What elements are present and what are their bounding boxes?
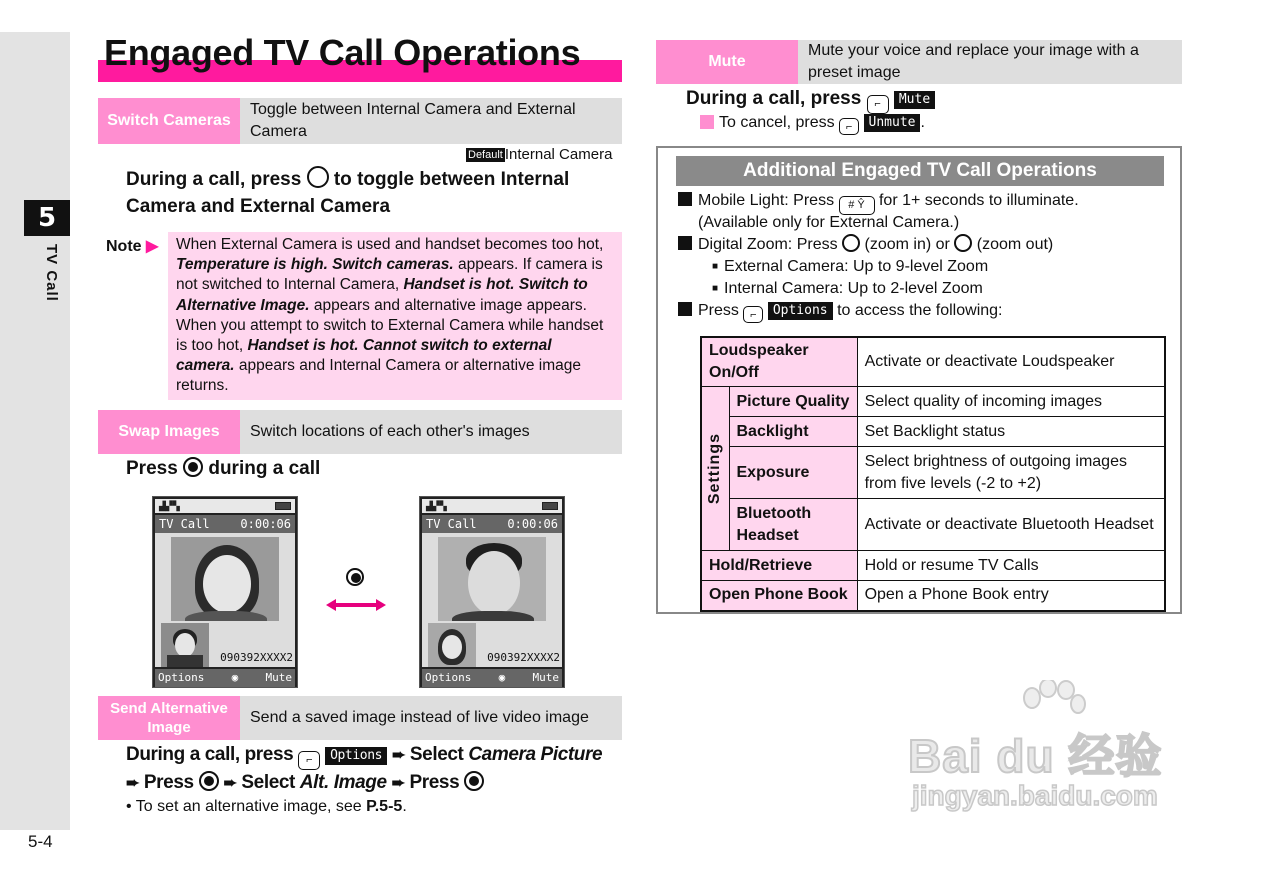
signal-icon: ▟▞▚: [426, 501, 447, 511]
softkey-left-icon: ⌐: [839, 118, 859, 135]
step-text: During a call, press: [126, 169, 302, 190]
center-key-icon: [199, 771, 219, 791]
feature-description: Send a saved image instead of live video image: [250, 708, 589, 726]
note-arrow-icon: ▶: [146, 238, 159, 255]
mobile-light-note: (Available only for External Camera.): [698, 214, 960, 231]
default-setting: [466, 146, 612, 163]
options-table: [700, 336, 1166, 612]
feature-label: Send Alternative Image: [98, 696, 240, 740]
zoom-internal: ■ Internal Camera: Up to 2-level Zoom: [712, 278, 983, 300]
phone-screen-before: [152, 496, 298, 688]
bullet-square-icon: [678, 192, 692, 206]
send-alt-image-row: [98, 696, 622, 740]
switch-cameras-step: [126, 166, 616, 220]
digital-zoom-item: Digital Zoom: Press (zoom in) or (zoom out): [678, 234, 1053, 256]
warning-message: Handset is hot. Switch to Alternative Image.: [176, 276, 588, 314]
swap-images-step: Press during a call: [126, 458, 321, 479]
status-bar: [155, 499, 295, 513]
hash-key-icon: # Ŷ: [839, 196, 875, 215]
menu-key-icon: ⌐: [743, 306, 763, 323]
video-area: [155, 533, 295, 667]
unmute-softkey: Unmute: [864, 114, 921, 132]
default-badge: Default: [468, 149, 503, 161]
signal-icon: ▟▞▚: [159, 501, 180, 511]
option-name: Loudspeaker On/Off: [701, 337, 857, 387]
page-number: 5-4: [28, 832, 53, 851]
chapter-gutter: [0, 32, 70, 830]
feature-description: Toggle between Internal Camera and External Camera: [250, 100, 576, 140]
option-desc: Open a Phone Book entry: [857, 581, 1165, 611]
center-key-icon: [346, 568, 364, 588]
select-key-icon: [307, 166, 329, 188]
watermark-url: jingyan.baidu.com: [912, 780, 1158, 811]
zoom-out-key-icon: [954, 234, 972, 252]
default-value: Internal Camera: [504, 146, 613, 163]
main-video-image: [171, 537, 279, 621]
center-key-icon: [183, 457, 203, 477]
mute-row: [656, 40, 1182, 84]
table-row: [701, 387, 1165, 417]
additional-title: Additional Engaged TV Call Operations: [676, 156, 1164, 186]
option-desc: Activate or deactivate Loudspeaker: [857, 337, 1165, 387]
warning-message: Temperature is high. Switch cameras.: [176, 256, 454, 274]
swap-images-row: [98, 410, 622, 454]
option-desc: Hold or resume TV Calls: [857, 551, 1165, 581]
softkey-left-icon: ⌐: [867, 95, 889, 114]
feature-description: Switch locations of each other's images: [250, 422, 530, 440]
option-desc: Select quality of incoming images: [857, 387, 1165, 417]
table-row: [701, 551, 1165, 581]
arrow-icon: ➨: [223, 775, 237, 792]
option-name: Backlight: [729, 417, 857, 447]
menu-key-icon: ⌐: [298, 751, 320, 770]
note-box: When External Camera is used and handset becomes too hot, Temperature is high. Switch cameras. appears. If camera is not switched to Internal Camera, Handset is hot. Switch to Alternative Image. appears and alternative image appears. When you attempt to switch to External Camera while handset is too hot, Handset is hot. Cannot switch to external camera. appears and Internal Camera or alternative image returns.: [168, 232, 622, 400]
feature-label: Mute: [656, 40, 798, 84]
bullet-square-icon: [678, 236, 692, 250]
bullet-square-icon: [678, 302, 692, 316]
option-name: Exposure: [729, 447, 857, 499]
zoom-in-key-icon: [842, 234, 860, 252]
arrow-icon: ➨: [391, 775, 405, 792]
center-key-icon: [464, 771, 484, 791]
page-title: Engaged TV Call Operations: [104, 32, 581, 73]
table-row: [701, 337, 1165, 387]
additional-operations-box: [656, 146, 1182, 614]
warning-message: Handset is hot. Cannot switch to external camera.: [176, 337, 552, 375]
table-row: [701, 417, 1165, 447]
option-desc: Select brightness of outgoing images from five levels (-2 to +2): [857, 447, 1165, 499]
feature-label: Switch Cameras: [98, 98, 240, 144]
page-reference: P.5-5: [366, 798, 403, 815]
mute-step: During a call, press ⌐ Mute: [686, 86, 935, 114]
select-key-icon: ◉: [231, 671, 239, 684]
softkey-bar: Options ◉ Mute: [422, 669, 562, 687]
zoom-external: ■ External Camera: Up to 9-level Zoom: [712, 256, 988, 278]
table-row: [701, 581, 1165, 611]
phone-screen-after: [419, 496, 565, 688]
call-header: TV Call 0:00:06: [155, 515, 295, 533]
mobile-light-item: Mobile Light: Press # Ŷ for 1+ seconds to illuminate.: [678, 190, 1079, 215]
option-desc: Set Backlight status: [857, 417, 1165, 447]
video-area: [422, 533, 562, 667]
option-desc: Activate or deactivate Bluetooth Headset: [857, 499, 1165, 551]
feature-label: Swap Images: [98, 410, 240, 454]
note-label: Note ▶: [106, 238, 159, 255]
pink-square-icon: [700, 115, 714, 129]
option-name: Open Phone Book: [701, 581, 857, 611]
swap-arrow-icon: [326, 598, 386, 612]
table-row: [701, 499, 1165, 551]
arrow-icon: ➨: [391, 747, 405, 764]
switch-cameras-row: [98, 98, 622, 144]
battery-icon: [542, 502, 558, 510]
table-row: [701, 447, 1165, 499]
chapter-number: 5: [24, 200, 70, 236]
reference-bullet: • To set an alternative image, see P.5-5.: [126, 798, 407, 815]
sub-video-image: [161, 623, 209, 667]
battery-icon: [275, 502, 291, 510]
baidu-watermark: [908, 680, 1208, 820]
chapter-title: TV Call: [43, 244, 60, 302]
arrow-icon: ➨: [126, 775, 140, 792]
option-name: Picture Quality: [729, 387, 857, 417]
options-softkey: Options: [768, 302, 833, 320]
settings-group-label: Settings: [701, 387, 729, 551]
feature-description: Mute your voice and replace your image with a preset image: [808, 41, 1139, 81]
mute-softkey: Mute: [894, 91, 935, 109]
option-name: Bluetooth Headset: [729, 499, 857, 551]
option-name: Hold/Retrieve: [701, 551, 857, 581]
send-alt-step: During a call, press ⌐ Options ➨ Select Camera Picture ➨ Press ➨ Select Alt. Image ➨ Press: [126, 744, 603, 793]
select-key-icon: ◉: [498, 671, 506, 684]
phone-number: 090392XXXX2: [220, 651, 293, 664]
options-softkey: Options: [325, 747, 387, 765]
watermark-brand: Bai du 经验: [908, 730, 1163, 782]
softkey-bar: Options ◉ Mute: [155, 669, 295, 687]
options-item: Press ⌐ Options to access the following:: [678, 300, 1002, 323]
main-video-image: [438, 537, 546, 621]
status-bar: [422, 499, 562, 513]
step-text: to toggle between Internal Camera and External Camera: [126, 169, 570, 217]
mute-cancel: To cancel, press ⌐ Unmute .: [700, 114, 925, 135]
phone-number: 090392XXXX2: [487, 651, 560, 664]
call-header: TV Call 0:00:06: [422, 515, 562, 533]
sub-video-image: [428, 623, 476, 667]
